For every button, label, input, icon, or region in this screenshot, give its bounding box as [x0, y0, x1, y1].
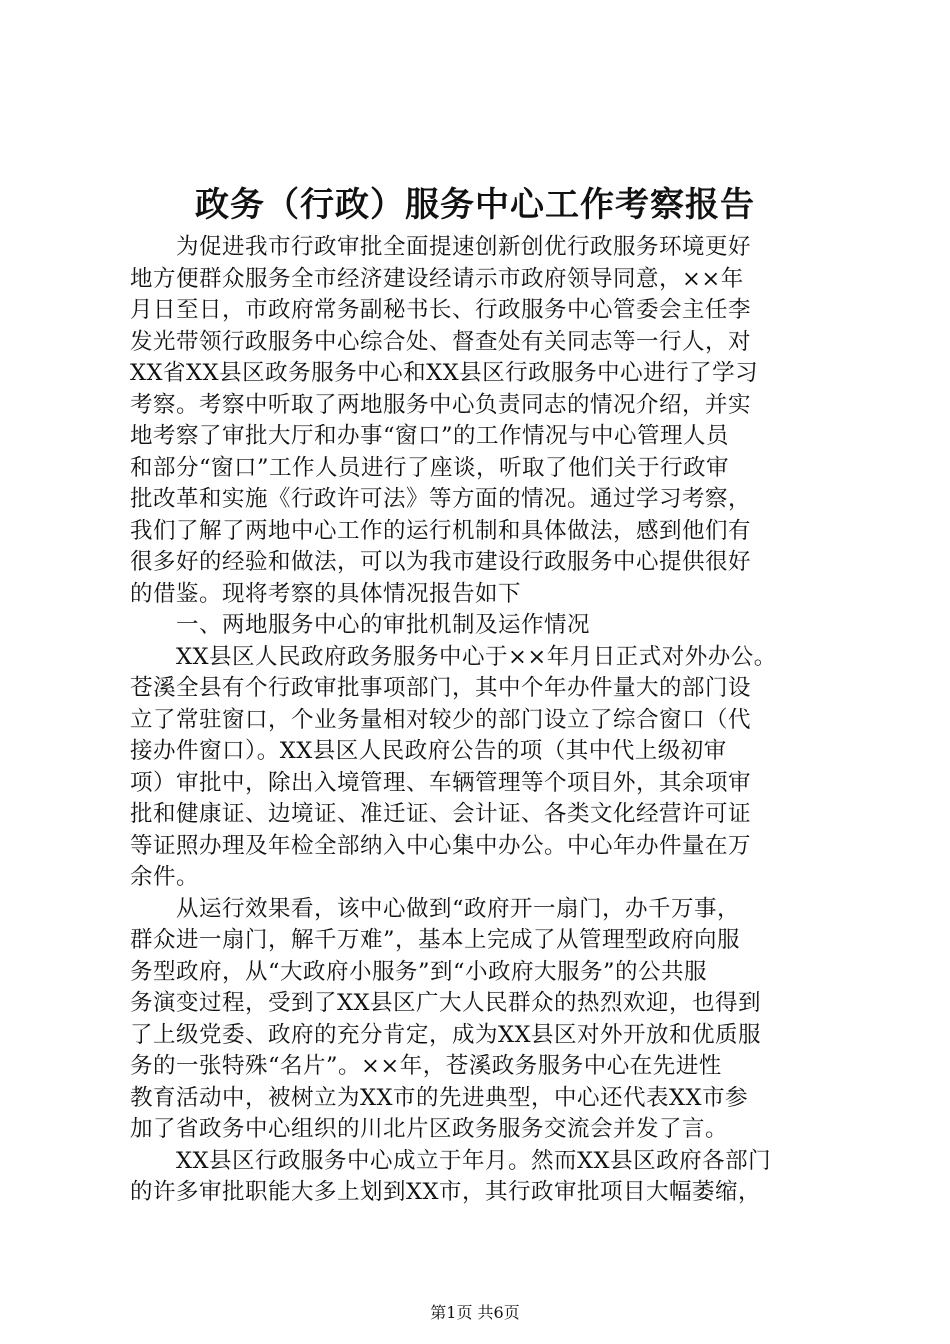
text-line: 为促进我市行政审批全面提速创新创优行政服务环境更好: [176, 234, 752, 260]
text-line: 考察。考察中听取了两地服务中心负责同志的情况介绍，并实: [130, 391, 752, 418]
text-line: 发光带领行政服务中心综合处、督查处有关同志等一行人，对: [130, 328, 752, 355]
text-line: 月日至日，市政府常务副秘书长、行政服务中心管委会主任李: [130, 297, 752, 323]
text-line: XX县区行政服务中心成立于年月。然而XX县区政府各部门: [176, 1147, 772, 1174]
paragraph-effect: [130, 894, 850, 1146]
text-line: 务的一张特殊“名片”。××年，苍溪政务服务中心在先进性: [130, 1053, 722, 1079]
text-line: XX省XX县区政务服务中心和XX县区行政服务中心进行了学习: [130, 360, 759, 386]
text-line: 接办件窗口）。XX县区人民政府公告的项（其中代上级初审: [130, 738, 727, 764]
text-line: 和部分“窗口”工作人员进行了座谈，听取了他们关于行政审: [130, 454, 730, 481]
text-line: 从运行效果看，该中心做到“政府开一扇门，办千万事，: [176, 895, 741, 922]
section-heading: [130, 610, 850, 642]
paragraph-admin-center: [130, 1146, 850, 1209]
text-line: 地方便群众服务全市经济建设经请示市政府领导同意，××年: [130, 265, 744, 292]
text-line: 我们了解了两地中心工作的运行机制和具体做法，感到他们有: [130, 517, 752, 544]
text-line: 批和健康证、边境证、准迁证、会计证、各类文化经营许可证: [130, 801, 752, 827]
document-title: 政务（行政）服务中心工作考察报告: [195, 185, 755, 225]
text-line: 苍溪全县有个行政审批事项部门，其中个年办件量大的部门设: [130, 675, 752, 701]
text-line: 项）审批中，除出入境管理、车辆管理等个项目外，其余项审: [130, 769, 752, 796]
text-line: 了上级党委、政府的充分肯定，成为XX县区对外开放和优质服: [130, 1021, 762, 1048]
text-line: 等证照办理及年检全部纳入中心集中办公。中心年办件量在万: [130, 832, 752, 859]
text-line: 很多好的经验和做法，可以为我市建设行政服务中心提供很好: [130, 549, 752, 575]
heading-line: 一、两地服务中心的审批机制及运作情况: [176, 612, 591, 638]
text-line: 务型政府，从“大政府小服务”到“小政府大服务”的公共服: [130, 958, 708, 985]
text-line: 地考察了审批大厅和办事“窗口”的工作情况与中心管理人员: [130, 423, 730, 449]
text-line: 加了省政务中心组织的川北片区政务服务交流会并发了言。: [130, 1116, 729, 1142]
text-line: XX县区人民政府政务服务中心于××年月日正式对外办公。: [176, 643, 777, 670]
paragraph-intro: [130, 232, 850, 610]
text-line: 余件。: [130, 864, 200, 890]
text-line: 的借鉴。现将考察的具体情况报告如下: [130, 580, 522, 607]
paragraph-cangxi-center: [130, 642, 850, 894]
text-line: 的许多审批职能大多上划到XX市，其行政审批项目大幅萎缩，: [130, 1179, 762, 1205]
text-line: 立了常驻窗口，个业务量相对较少的部门设立了综合窗口（代: [130, 706, 752, 733]
document-body: [130, 232, 850, 1209]
text-line: 教育活动中，被树立为XX市的先进典型，中心还代表XX市参: [130, 1084, 749, 1111]
text-line: 务演变过程，受到了XX县区广大人民群众的热烈欢迎，也得到: [130, 990, 762, 1016]
text-line: 群众进一扇门，解千万难”，基本上完成了从管理型政府向服: [130, 927, 741, 953]
text-line: 批改革和实施《行政许可法》等方面的情况。通过学习考察，: [130, 486, 752, 512]
page-footer: 第1页 共6页: [430, 1303, 520, 1322]
